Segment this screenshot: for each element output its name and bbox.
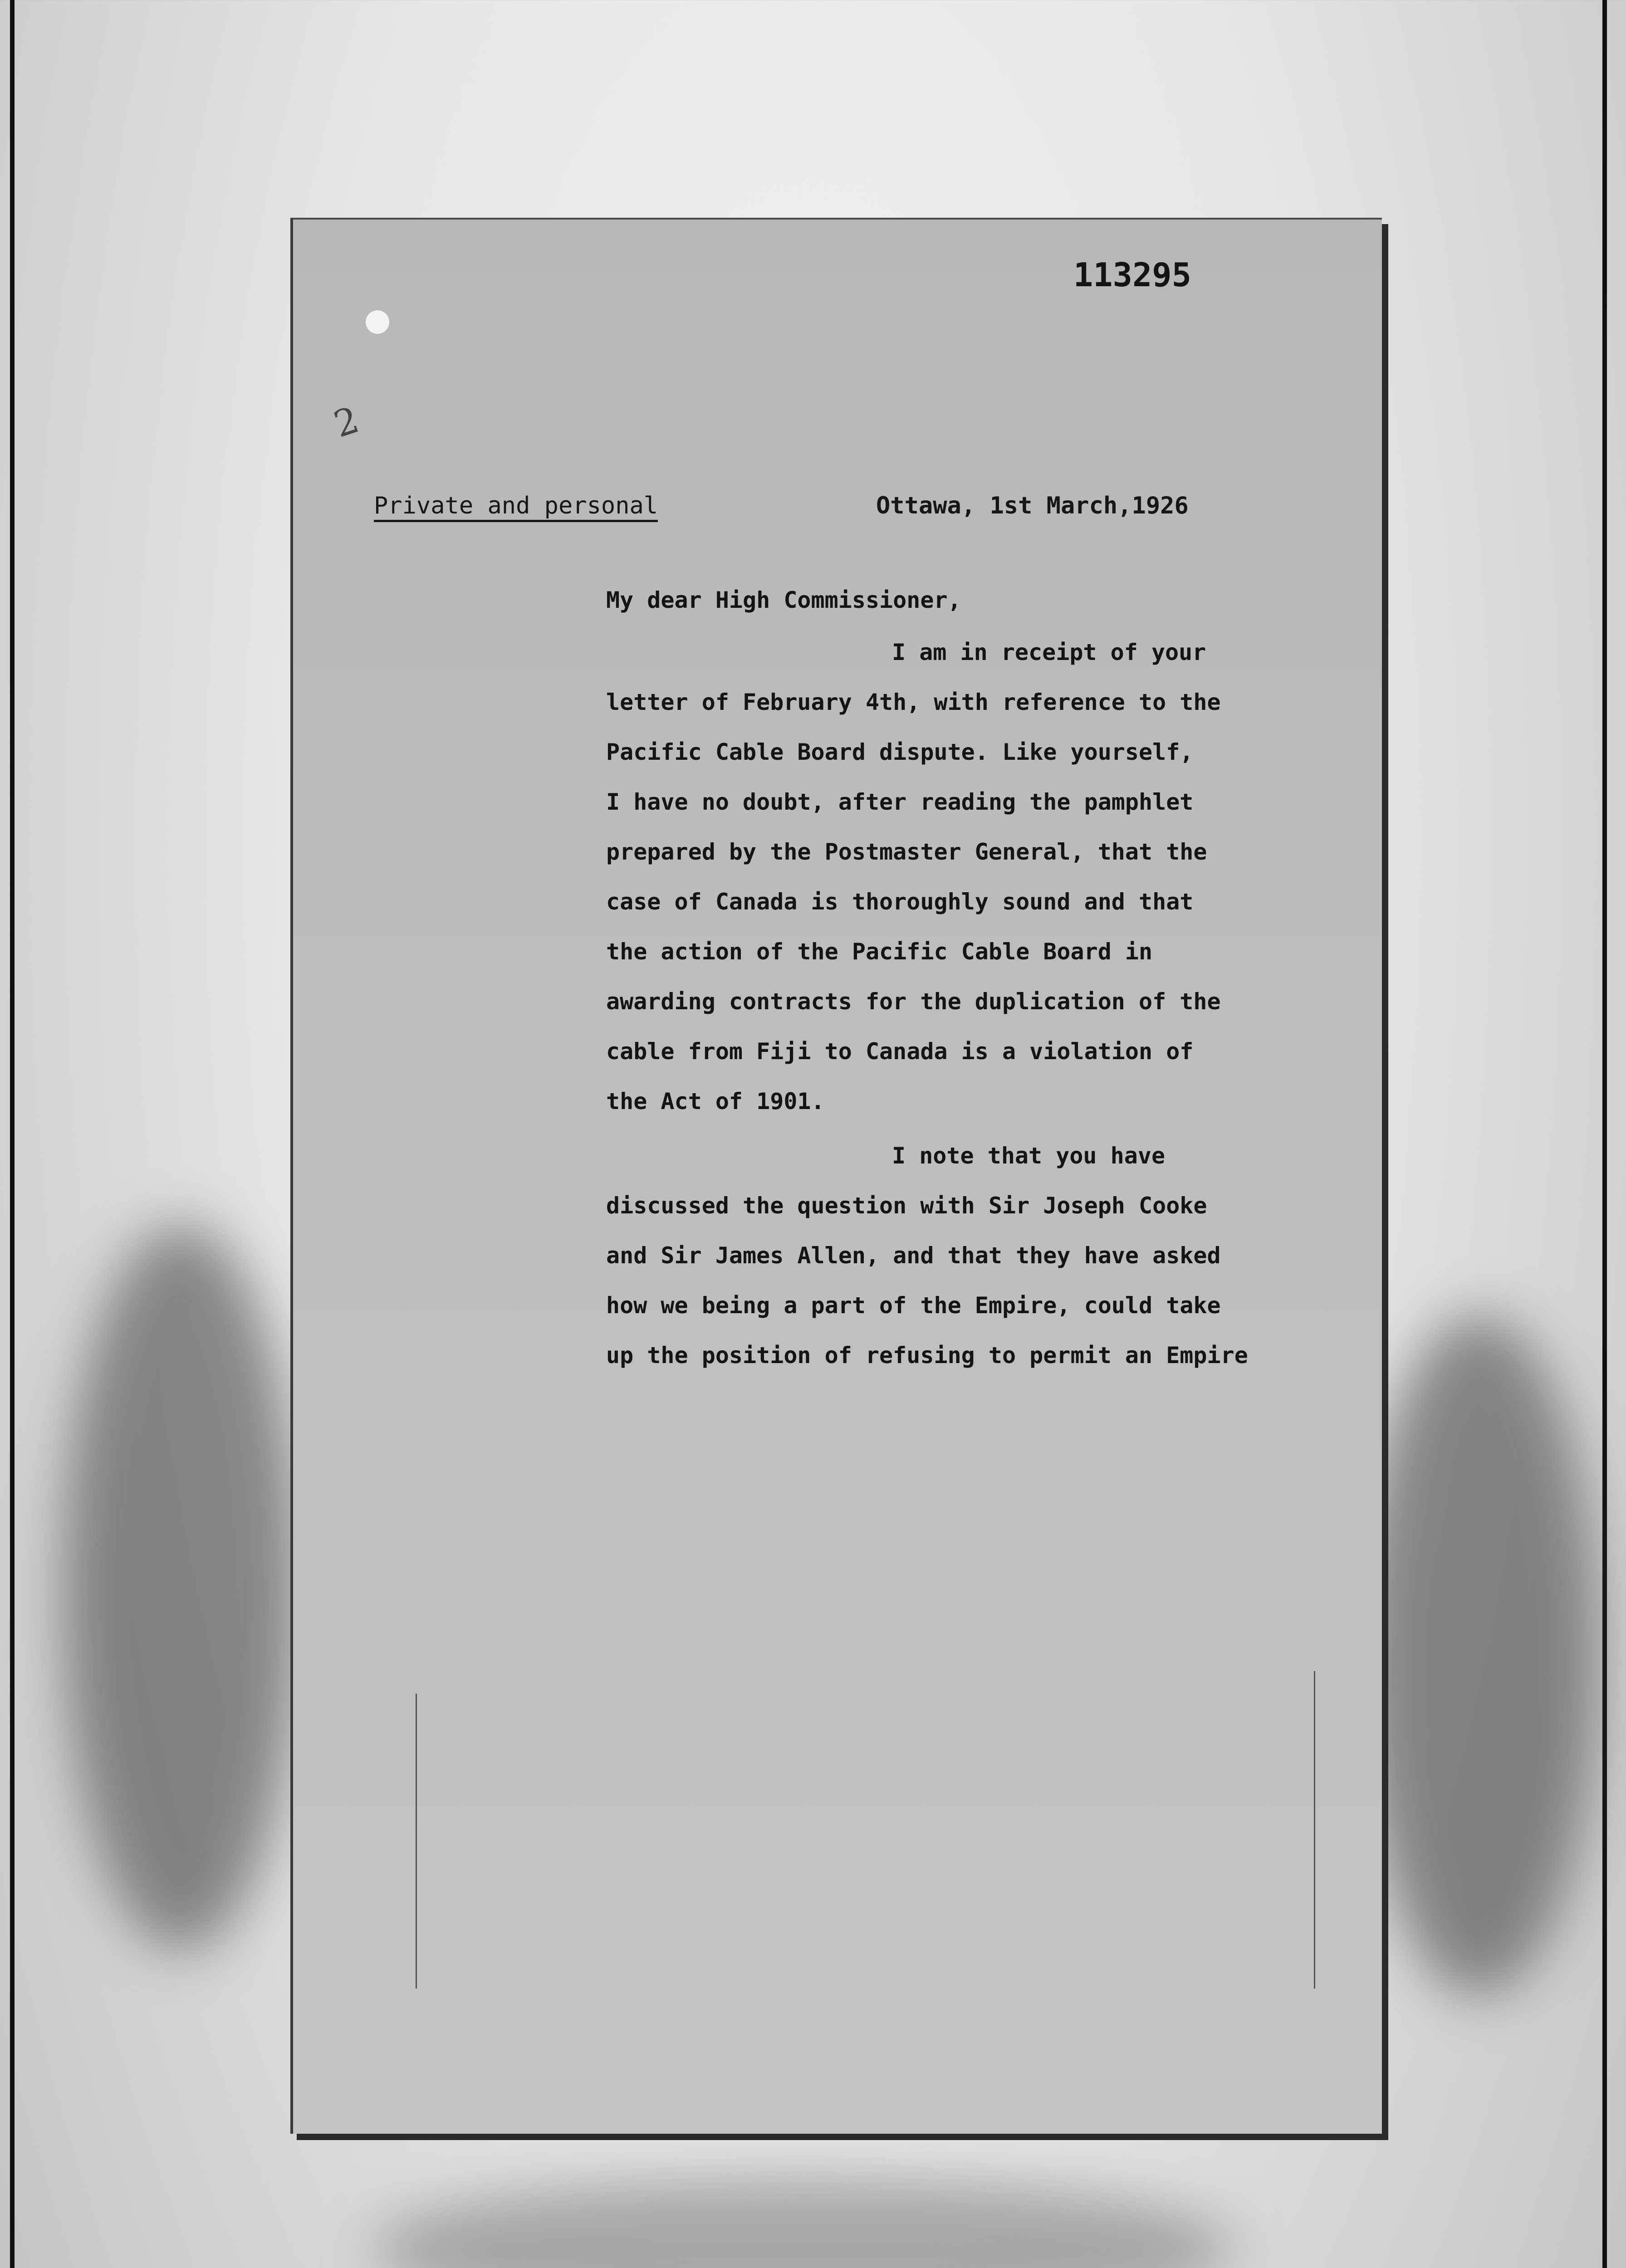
document-number: 113295 xyxy=(1073,256,1191,294)
body-line: up the position of refusing to permit an Empire xyxy=(606,1342,1248,1369)
shadow-smudge-right xyxy=(1361,1315,1597,1996)
body-line: letter of February 4th, with reference to the xyxy=(606,689,1221,715)
body-line: case of Canada is thoroughly sound and that xyxy=(606,889,1194,915)
body-line: discussed the question with Sir Joseph Cooke xyxy=(606,1193,1207,1219)
header-private-personal: Private and personal xyxy=(374,492,658,522)
body-line: I have no doubt, after reading the pamphlet xyxy=(606,789,1194,815)
body-line: the Act of 1901. xyxy=(606,1088,825,1114)
body-line: how we being a part of the Empire, could take xyxy=(606,1292,1221,1319)
fold-line-right xyxy=(1314,1671,1315,1989)
salutation: My dear High Commissioner, xyxy=(606,587,961,613)
body-line: awarding contracts for the duplication of the xyxy=(606,988,1221,1015)
body-line: Pacific Cable Board dispute. Like yourself, xyxy=(606,739,1194,765)
punch-hole xyxy=(366,310,389,334)
body-line: cable from Fiji to Canada is a violation of xyxy=(606,1038,1194,1065)
body-line: I am in receipt of your xyxy=(892,639,1206,665)
dateline: Ottawa, 1st March,1926 xyxy=(876,492,1189,519)
shadow-smudge-left xyxy=(64,1225,299,1950)
body-line: the action of the Pacific Cable Board in xyxy=(606,938,1153,965)
body-line: prepared by the Postmaster General, that the xyxy=(606,839,1207,865)
body-line: and Sir James Allen, and that they have asked xyxy=(606,1242,1221,1269)
letter-page xyxy=(290,218,1382,2134)
pencil-mark: 2 xyxy=(328,398,364,446)
fold-line-left xyxy=(416,1694,417,1989)
body-line: I note that you have xyxy=(892,1143,1166,1169)
